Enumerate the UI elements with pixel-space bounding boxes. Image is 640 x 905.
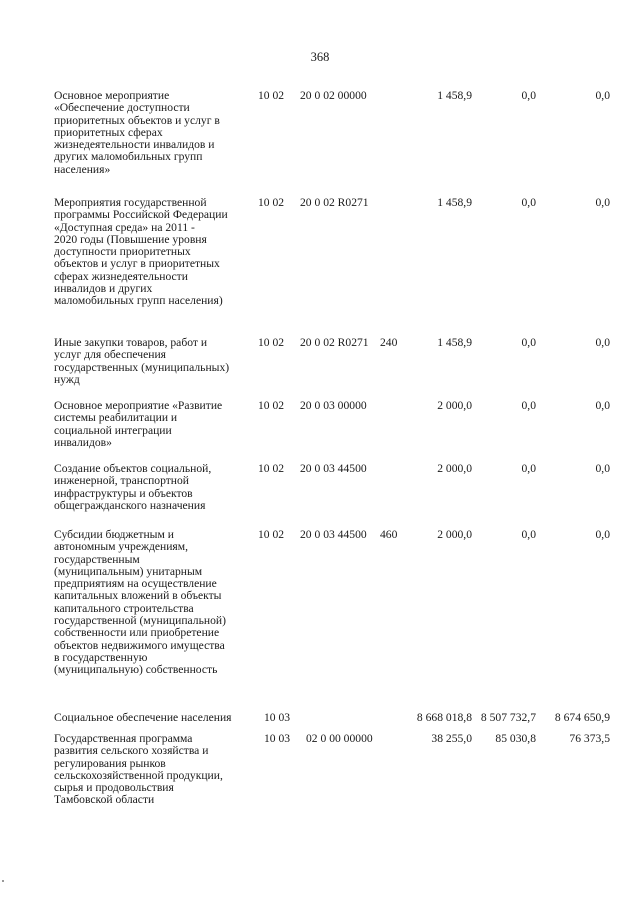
row-name: Создание объектов социальной, инженерной, транспортной инфраструктуры и объектов общегражданского назначения [54, 462, 212, 512]
row-section-code: 10 02 [258, 399, 285, 412]
row-target-article: 20 0 02 R0271 [300, 196, 369, 209]
row-section-code: 10 02 [258, 462, 285, 475]
row-target-article: 20 0 03 00000 [300, 399, 367, 412]
page-number: 368 [310, 50, 330, 64]
row-value-3: 0,0 [595, 196, 610, 209]
row-target-article: 20 0 02 00000 [300, 89, 367, 102]
row-value-2: 0,0 [521, 89, 536, 102]
row-value-2: 0,0 [521, 336, 536, 349]
row-section-code: 10 02 [258, 528, 285, 541]
row-target-article: 20 0 02 R0271 [300, 336, 369, 349]
row-value-2: 85 030,8 [495, 732, 536, 745]
row-name: Социальное обеспечение населения [54, 711, 232, 724]
row-value-3: 0,0 [595, 528, 610, 541]
row-value-3: 8 674 650,9 [554, 711, 610, 724]
scan-speck [2, 880, 4, 882]
row-target-article: 20 0 03 44500 [300, 462, 367, 475]
row-value-3: 0,0 [595, 462, 610, 475]
row-target-article: 20 0 03 44500 [300, 528, 367, 541]
row-value-3: 76 373,5 [569, 732, 610, 745]
row-value-1: 8 668 018,8 [416, 711, 472, 724]
row-value-2: 0,0 [521, 528, 536, 541]
row-section-code: 10 02 [258, 196, 285, 209]
row-value-1: 2 000,0 [437, 462, 472, 475]
row-name: Государственная программа развития сельского хозяйства и регулирования рынков сельскохозяйственной продукции, сырья и продовольствия Тамбовской области [54, 732, 223, 807]
row-expense-type: 240 [380, 336, 398, 349]
row-value-1: 2 000,0 [437, 528, 472, 541]
row-section-code: 10 03 [264, 732, 291, 745]
row-section-code: 10 03 [264, 711, 291, 724]
row-value-3: 0,0 [595, 336, 610, 349]
row-value-2: 0,0 [521, 196, 536, 209]
row-target-article: 02 0 00 00000 [306, 732, 373, 745]
row-name: Основное мероприятие «Обеспечение доступности приоритетных объектов и услуг в приоритетных сферах жизнедеятельности инвалидов и других маломобильных групп населения» [54, 89, 220, 176]
row-name: Субсидии бюджетным и автономным учреждениям, государственным (муниципальным) унитарным предприятиям на осуществление капитальных вложений в объекты капитального строительства государственной (муниципальной) собственности или приобретение объектов недвижимого имущества в государственную (муниципальную) собственность [54, 528, 226, 677]
row-value-2: 8 507 732,7 [480, 711, 536, 724]
row-value-2: 0,0 [521, 462, 536, 475]
row-value-2: 0,0 [521, 399, 536, 412]
row-value-1: 1 458,9 [437, 336, 472, 349]
row-name: Мероприятия государственной программы Российской Федерации «Доступная среда» на 2011 - 2020 годы (Повышение уровня доступности приоритетных объектов и услуг в приоритетных сферах жизнедеятельности инвалидов и других маломобильных групп населения) [54, 196, 228, 308]
row-value-1: 1 458,9 [437, 89, 472, 102]
row-value-1: 38 255,0 [431, 732, 472, 745]
row-name: Основное мероприятие «Развитие системы реабилитации и социальной интеграции инвалидов» [54, 399, 223, 449]
row-value-3: 0,0 [595, 399, 610, 412]
row-expense-type: 460 [380, 528, 398, 541]
row-value-1: 1 458,9 [437, 196, 472, 209]
row-section-code: 10 02 [258, 89, 285, 102]
row-section-code: 10 02 [258, 336, 285, 349]
row-value-3: 0,0 [595, 89, 610, 102]
row-value-1: 2 000,0 [437, 399, 472, 412]
row-name: Иные закупки товаров, работ и услуг для обеспечения государственных (муниципальных) нужд [54, 336, 230, 386]
